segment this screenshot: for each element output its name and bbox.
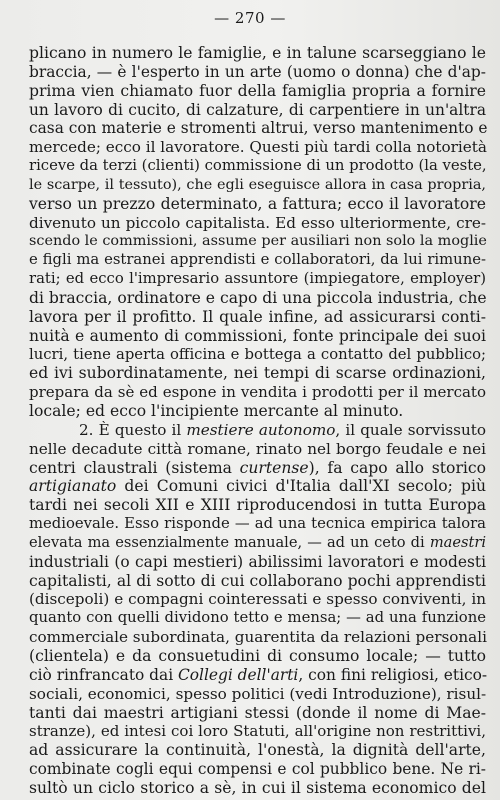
text-line xyxy=(29,214,486,233)
text-segment: 2. È questo il xyxy=(79,420,187,439)
text-segment: ), fa capo allo storico xyxy=(308,458,487,477)
text-line xyxy=(29,760,486,779)
text-segment: locale; ed ecco l'incipiente mercante al minuto. xyxy=(29,402,404,421)
text-segment: ciò rinfrancato dai xyxy=(29,665,179,684)
text-line xyxy=(29,44,486,63)
text-segment: braccia, — è l'esperto in un arte (uomo o donna) che d'ap- xyxy=(29,62,486,81)
text-segment: lavora per il profitto. Il quale infine, ad assicurarsi conti- xyxy=(29,307,486,326)
text-segment: medioevale. Esso risponde — ad una tecnica empirica talora xyxy=(29,515,486,533)
text-segment: mercede; ecco il lavoratore. Questi più tardi colla notorietà xyxy=(29,138,487,157)
text-line xyxy=(29,383,486,402)
text-line xyxy=(29,666,486,685)
text-segment: di braccia, ordinatore e capo di una piccola industria, che xyxy=(29,288,487,307)
text-segment: prepara da sè ed espone in vendita i prodotti per il mercato xyxy=(29,383,486,402)
text-segment: divenuto un piccolo capitalista. Ed esso ulteriormente, cre- xyxy=(29,213,486,232)
text-segment: verso un prezzo determinato, a fattura; ecco il lavoratore xyxy=(29,194,486,213)
text-line xyxy=(29,628,486,647)
text-segment: rati; ed ecco l'impresario assuntore (impiegatore, employer) xyxy=(29,270,486,288)
text-line xyxy=(29,119,486,138)
text-line xyxy=(29,251,486,270)
text-segment: sociali, economici, spesso politici (vedi Introduzione), risul- xyxy=(29,684,487,703)
text-line xyxy=(29,157,486,176)
text-line xyxy=(29,138,486,157)
text-line xyxy=(29,553,486,572)
page-number: — 270 — xyxy=(214,9,286,27)
italic-text: artigianato xyxy=(29,477,117,496)
text-segment: ad assicurare la continuità, l'onestà, la dignità dell'arte, xyxy=(29,741,486,760)
text-line xyxy=(29,364,486,383)
text-segment: sultò un ciclo storico a sè, in cui il sistema economico del xyxy=(29,778,486,797)
text-line xyxy=(29,346,486,365)
text-segment: capitalisti, al di sotto di cui collaborano pochi apprendisti xyxy=(29,571,486,590)
text-line xyxy=(29,741,486,760)
text-segment: dei Comuni civici d'Italia dall'XI secolo; più xyxy=(116,477,486,496)
text-segment: riceve da terzi (clienti) commissione di un prodotto (la veste, xyxy=(29,157,487,175)
text-line xyxy=(29,421,486,440)
italic-text: curtense xyxy=(239,458,309,477)
text-line xyxy=(29,101,486,120)
text-line xyxy=(29,195,486,214)
text-segment: (clientela) e da consuetudini di consumo locale; — tutto xyxy=(29,647,486,665)
text-line xyxy=(29,459,486,478)
text-line xyxy=(29,572,486,591)
text-line xyxy=(29,515,486,534)
text-segment: scendo le commissioni, assume per ausiliari non solo la moglie xyxy=(29,233,487,250)
text-line xyxy=(29,402,486,421)
italic-text: maestri xyxy=(429,533,486,551)
text-segment: , il quale sorvissuto xyxy=(335,420,486,439)
italic-text: Collegi dell'arti xyxy=(178,665,299,684)
text-segment: plicano in numero le famiglie, e in talune scarseggiano le xyxy=(29,44,486,62)
text-line xyxy=(29,63,486,82)
text-line xyxy=(29,534,486,553)
text-segment: commerciale subordinata, guarentita da relazioni personali xyxy=(29,628,487,647)
text-segment: , con fini religiosi, etico- xyxy=(298,665,488,684)
text-segment: centri claustrali (sistema xyxy=(29,458,240,477)
body-text xyxy=(29,44,486,798)
text-segment: combinate cogli equi compensi e col pubblico bene. Ne ri- xyxy=(29,760,486,779)
text-line xyxy=(29,496,486,515)
text-segment: quanto con quelli dividono tetto e mensa; — ad una funzione xyxy=(29,609,486,627)
text-segment: un lavoro di cucito, di calzature, di carpentiere in un'altra xyxy=(29,100,486,119)
text-segment: tardi nei secoli XII e XIII riproducendosi in tutta Europa xyxy=(29,496,486,515)
text-segment: nuità e aumento di commissioni, fonte principale dei suoi xyxy=(29,326,486,345)
italic-text: mestiere autonomo xyxy=(186,420,336,439)
text-line xyxy=(29,704,486,723)
text-segment: prima vien chiamato fuor della famiglia propria a fornire xyxy=(29,81,486,100)
text-line xyxy=(29,590,486,609)
text-line xyxy=(29,440,486,459)
text-segment: stranze), ed intesi coi loro Statuti, all'origine non restrittivi, xyxy=(29,722,486,741)
text-segment: casa con materie e stromenti altrui, verso mantenimento e xyxy=(29,119,488,138)
text-line xyxy=(29,270,486,289)
text-line xyxy=(29,232,486,251)
text-segment: ed ivi subordinatamente, nei tempi di scarse ordinazioni, xyxy=(29,364,486,383)
text-line xyxy=(29,176,486,195)
text-line xyxy=(29,647,486,666)
text-segment: le scarpe, il tessuto), che egli eseguisce allora in casa propria, xyxy=(29,176,486,193)
text-segment: tanti dai maestri artigiani stessi (donde il nome di Mae- xyxy=(29,703,486,722)
text-line xyxy=(29,685,486,704)
text-line xyxy=(29,82,486,101)
text-segment: (discepoli) e compagni cointeressati e spesso conviventi, in xyxy=(29,590,486,609)
text-line xyxy=(29,289,486,308)
text-line xyxy=(29,722,486,741)
text-segment: nelle decadute città romane, rinato nel borgo feudale e nei xyxy=(29,439,486,458)
text-line xyxy=(29,477,486,496)
text-line xyxy=(29,327,486,346)
text-segment: industriali (o capi mestieri) abilissimi lavoratori e modesti xyxy=(29,552,486,571)
text-line xyxy=(29,779,486,798)
text-segment: lucri, tiene aperta officina e bottega a contatto del pubblico; xyxy=(29,345,486,363)
text-segment: elevata ma essenzialmente manuale, — ad un ceto di xyxy=(29,533,430,551)
text-line xyxy=(29,609,486,628)
text-segment: e figli ma estranei apprendisti e collaboratori, da lui rimune- xyxy=(29,251,486,269)
text-line xyxy=(29,308,486,327)
